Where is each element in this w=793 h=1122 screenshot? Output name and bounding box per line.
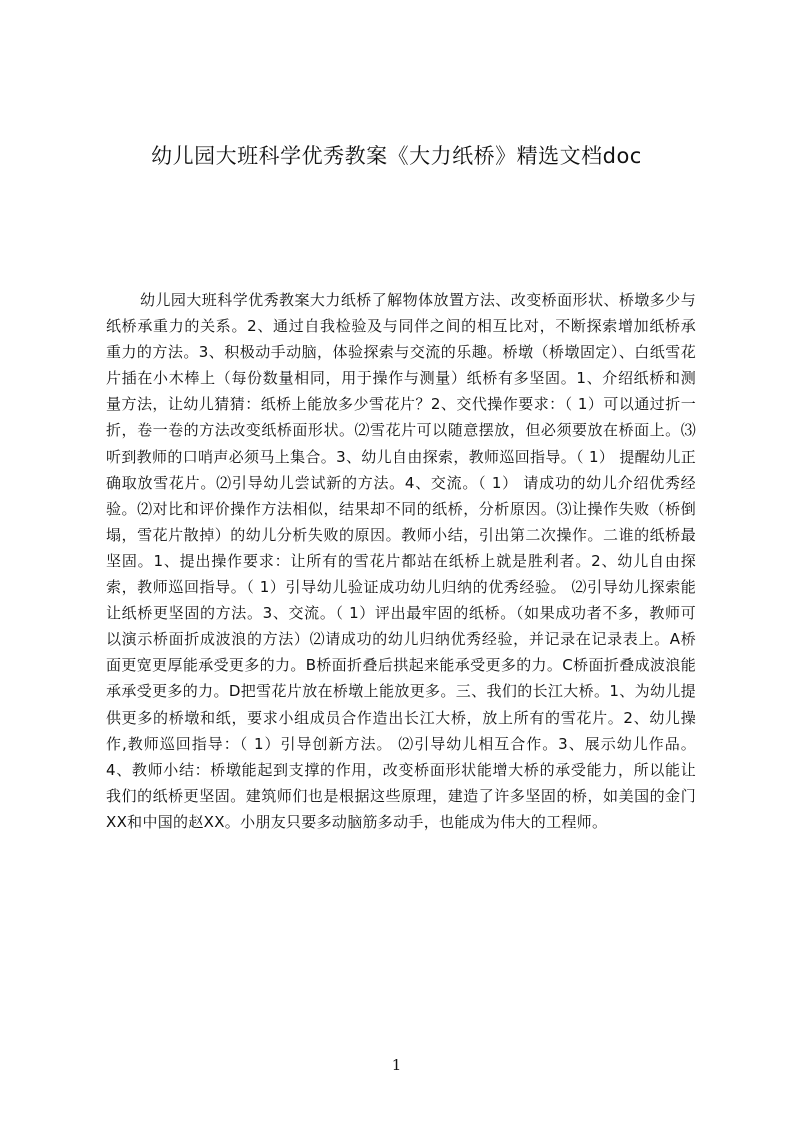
document-body-paragraph: 幼儿园大班科学优秀教案大力纸桥了解物体放置方法、改变桥面形状、桥墩多少与纸桥承重力的关系。2、通过自我检验及与同伴之间的相互比对，不断探索增加纸桥承重力的方法。3、积极动手动脑，体验探索与交流的乐趣。桥墩（桥墩固定）、白纸雪花片插在小木棒上（每份数量相同，用于操作与测量）纸桥有多坚固。1、介绍纸桥和测量方法，让幼儿猜猜：纸桥上能放多少雪花片？2、交代操作要求：（ 1）可以通过折一折，卷一卷的方法改变纸桥面形状。⑵雪花片可以随意摆放，但必须要放在桥面上。⑶听到教师的口哨声必须马上集合。3、幼儿自由探索，教师巡回指导。（ 1） 提醒幼儿正确取放雪花片。⑵引导幼儿尝试新的方法。4、交流。（ 1） 请成功的幼儿介绍优秀经验。⑵对比和评价操作方法相似，结果却不同的纸桥，分析原因。⑶让操作失败（桥倒塌，雪花片散掉）的幼儿分析失败的原因。教师小结，引出第二次操作。二谁的纸桥最坚固。1、提出操作要求：让所有的雪花片都站在纸桥上就是胜利者。2、幼儿自由探索，教师巡回指导。（ 1）引导幼儿验证成功幼儿归纳的优秀经验。 ⑵引导幼儿探索能让纸桥更坚固的方法。3、交流。（ 1）评出最牢固的纸桥。（如果成功者不多，教师可以演示桥面折成波浪的方法）⑵请成功的幼儿归纳优秀经验，并记录在记录表上。A桥面更宽更厚能承受更多的力。B桥面折叠后拱起来能承受更多的力。C桥面折叠成波浪能承承受更多的力。D把雪花片放在桥墩上能放更多。三、我们的长江大桥。1、为幼儿提供更多的桥墩和纸，要求小组成员合作造出长江大桥，放上所有的雪花片。2、幼儿操作,教师巡回指导：（ 1）引导创新方法。 ⑵引导幼儿相互合作。3、展示幼儿作品。 4、教师小结：桥墩能起到支撑的作用，改变桥面形状能增大桥的承受能力，所以能让我们的纸桥更坚固。建筑师们也是根据这些原理，建造了许多坚固的桥，如美国的金门XX和中国的赵XX。小朋友只要多动脑筋多动手，也能成为伟大的工程师。 [106,291,696,831]
document-title: 幼儿园大班科学优秀教案《大力纸桥》精选文档doc [151,144,642,168]
page-number: 1 [391,1056,402,1074]
